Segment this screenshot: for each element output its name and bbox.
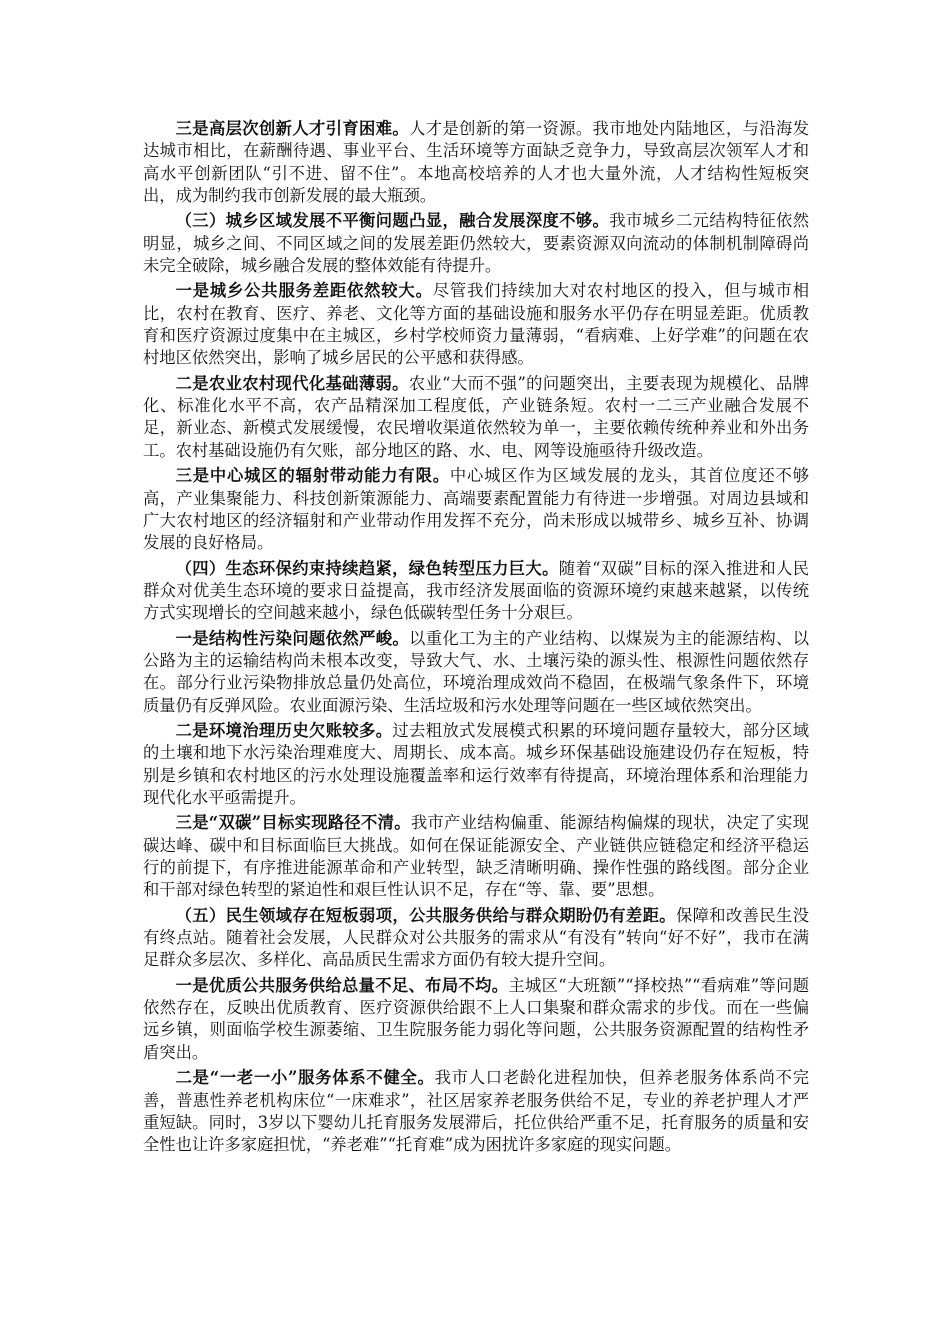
paragraph-talent-introduction [143,118,809,207]
paragraph-body: 主城区“大班额”“择校热”“看病难”等问题依然存在，反映出优质教育、医疗资源供给跟不上人口集聚和群众需求的步伐。而在一些偏远乡镇，则面临学校生源萎缩、卫生院服务能力弱化等问题，公共服务资源配置的结构性矛盾突出。 [143,975,809,1062]
paragraph-heading: 三是高层次创新人才引育困难。 [175,119,410,138]
section-body: 随着“双碳”目标的深入推进和人民群众对优美生态环境的要求日益提高，我市经济发展面临的资源环境约束越来越紧，以传统方式实现增长的空间越来越小，绿色低碳转型任务十分艰巨。 [143,558,809,623]
paragraph-environmental-debt [143,720,809,809]
paragraph-elderly-childcare [143,1067,809,1156]
paragraph-heading: 二是农业农村现代化基础薄弱。 [175,373,409,393]
section-4-ecology [143,558,809,625]
paragraph-heading: 二是“一老一小”服务体系不健全。 [175,1068,435,1088]
paragraph-dual-carbon-path [143,812,809,901]
paragraph-heading: 一是优质公共服务供给总量不足、布局不均。 [175,975,509,995]
paragraph-heading: 三是“双碳”目标实现路径不清。 [175,813,411,833]
section-heading: （三）城乡区域发展不平衡问题凸显，融合发展深度不够。 [175,211,610,231]
paragraph-heading: 三是中心城区的辐射带动能力有限。 [175,466,450,486]
paragraph-body: 农业“大而不强”的问题突出，主要表现为规模化、品牌化、标准化水平不高，农产品精深加工程度低，产业链条短。农村一二三产业融合发展不足，新业态、新模式发展缓慢，农民增收渠道依然较为单一，主要依赖传统种养业和外出务工。农村基础设施仍有欠账，部分地区的路、水、电、网等设施亟待升级改造。 [143,373,809,460]
section-body: 我市城乡二元结构特征依然明显，城乡之间、不同区域之间的发展差距仍然较大，要素资源双向流动的体制机制障碍尚未完全破除，城乡融合发展的整体效能有待提升。 [143,211,809,275]
paragraph-body: 中心城区作为区域发展的龙头，其首位度还不够高，产业集聚能力、科技创新策源能力、高端要素配置能力有待进一步增强。对周边县域和广大农村地区的经济辐射和产业带动作用发挥不充分，尚未形成以城带乡、城乡互补、协调发展的良好格局。 [143,466,809,553]
paragraph-body: 人才是创新的第一资源。我市地处内陆地区，与沿海发达城市相比，在薪酬待遇、事业平台、生活环境等方面缺乏竞争力，导致高层次领军人才和高水平创新团队“引不进、留不住”。本地高校培养的人才也大量外流，人才结构性短板突出，成为制约我市创新发展的最大瓶颈。 [143,119,809,205]
paragraph-body: 尽管我们持续加大对农村地区的投入，但与城市相比，农村在教育、医疗、养老、文化等方面的基础设施和服务水平仍存在明显差距。优质教育和医疗资源过度集中在主城区，乡村学校师资力量薄弱，“看病难、上好学难”的问题在农村地区依然突出，影响了城乡居民的公平感和获得感。 [143,281,809,368]
section-5-livelihood [143,905,809,972]
paragraph-body: 我市产业结构偏重、能源结构偏煤的现状，决定了实现碳达峰、碳中和目标面临巨大挑战。如何在保证能源安全、产业链供应链稳定和经济平稳运行的前提下，有序推进能源革命和产业转型，缺乏清晰明确、操作性强的路线图。部分企业和干部对绿色转型的紧迫性和艰巨性认识不足，存在“等、靠、要”思想。 [143,813,809,900]
paragraph-body: 过去粗放式发展模式积累的环境问题存量较大，部分区域的土壤和地下水污染治理难度大、周期长、成本高。城乡环保基础设施建设仍存在短板，特别是乡镇和农村地区的污水处理设施覆盖率和运行效率有待提高，环境治理体系和治理能力现代化水平亟需提升。 [143,721,809,807]
section-body: 保障和改善民生没有终点站。随着社会发展，人民群众对公共服务的需求从“有没有”转向“好不好”，我市在满足群众多层次、多样化、高品质民生需求方面仍有较大提升空间。 [143,905,809,970]
paragraph-structural-pollution [143,628,809,717]
paragraph-quality-public-services [143,975,809,1064]
paragraph-heading: 一是城乡公共服务差距依然较大。 [175,281,433,301]
document-page [143,118,809,1160]
section-heading: （五）民生领域存在短板弱项，公共服务供给与群众期盼仍有差距。 [175,905,676,925]
paragraph-body: 我市人口老龄化进程加快，但养老服务体系尚不完善，普惠性养老机构床位“一床难求”，社区居家养老服务供给不足，专业的养老护理人才严重短缺。同时，3岁以下婴幼儿托育服务发展滞后，托位供给严重不足，托育服务的质量和安全性也让许多家庭担忧，“养老难”“托育难”成为困扰许多家庭的现实问题。 [143,1068,809,1155]
paragraph-central-city-radiation [143,465,809,554]
section-3-urban-rural [143,210,809,277]
section-heading: （四）生态环保约束持续趋紧，绿色转型压力巨大。 [175,558,559,578]
paragraph-body: 以重化工为主的产业结构、以煤炭为主的能源结构、以公路为主的运输结构尚未根本改变，导致大气、水、土壤污染的源头性、根源性问题依然存在。部分行业污染物排放总量仍处高位，环境治理成效尚不稳固，在极端气象条件下，环境质量仍有反弹风险。农业面源污染、生活垃圾和污水处理等问题在一些区域依然突出。 [143,628,809,715]
paragraph-heading: 二是环境治理历史欠账较多。 [175,721,393,741]
paragraph-agriculture-modernization [143,373,809,462]
paragraph-public-service-gap [143,280,809,369]
paragraph-heading: 一是结构性污染问题依然严峻。 [175,628,410,648]
